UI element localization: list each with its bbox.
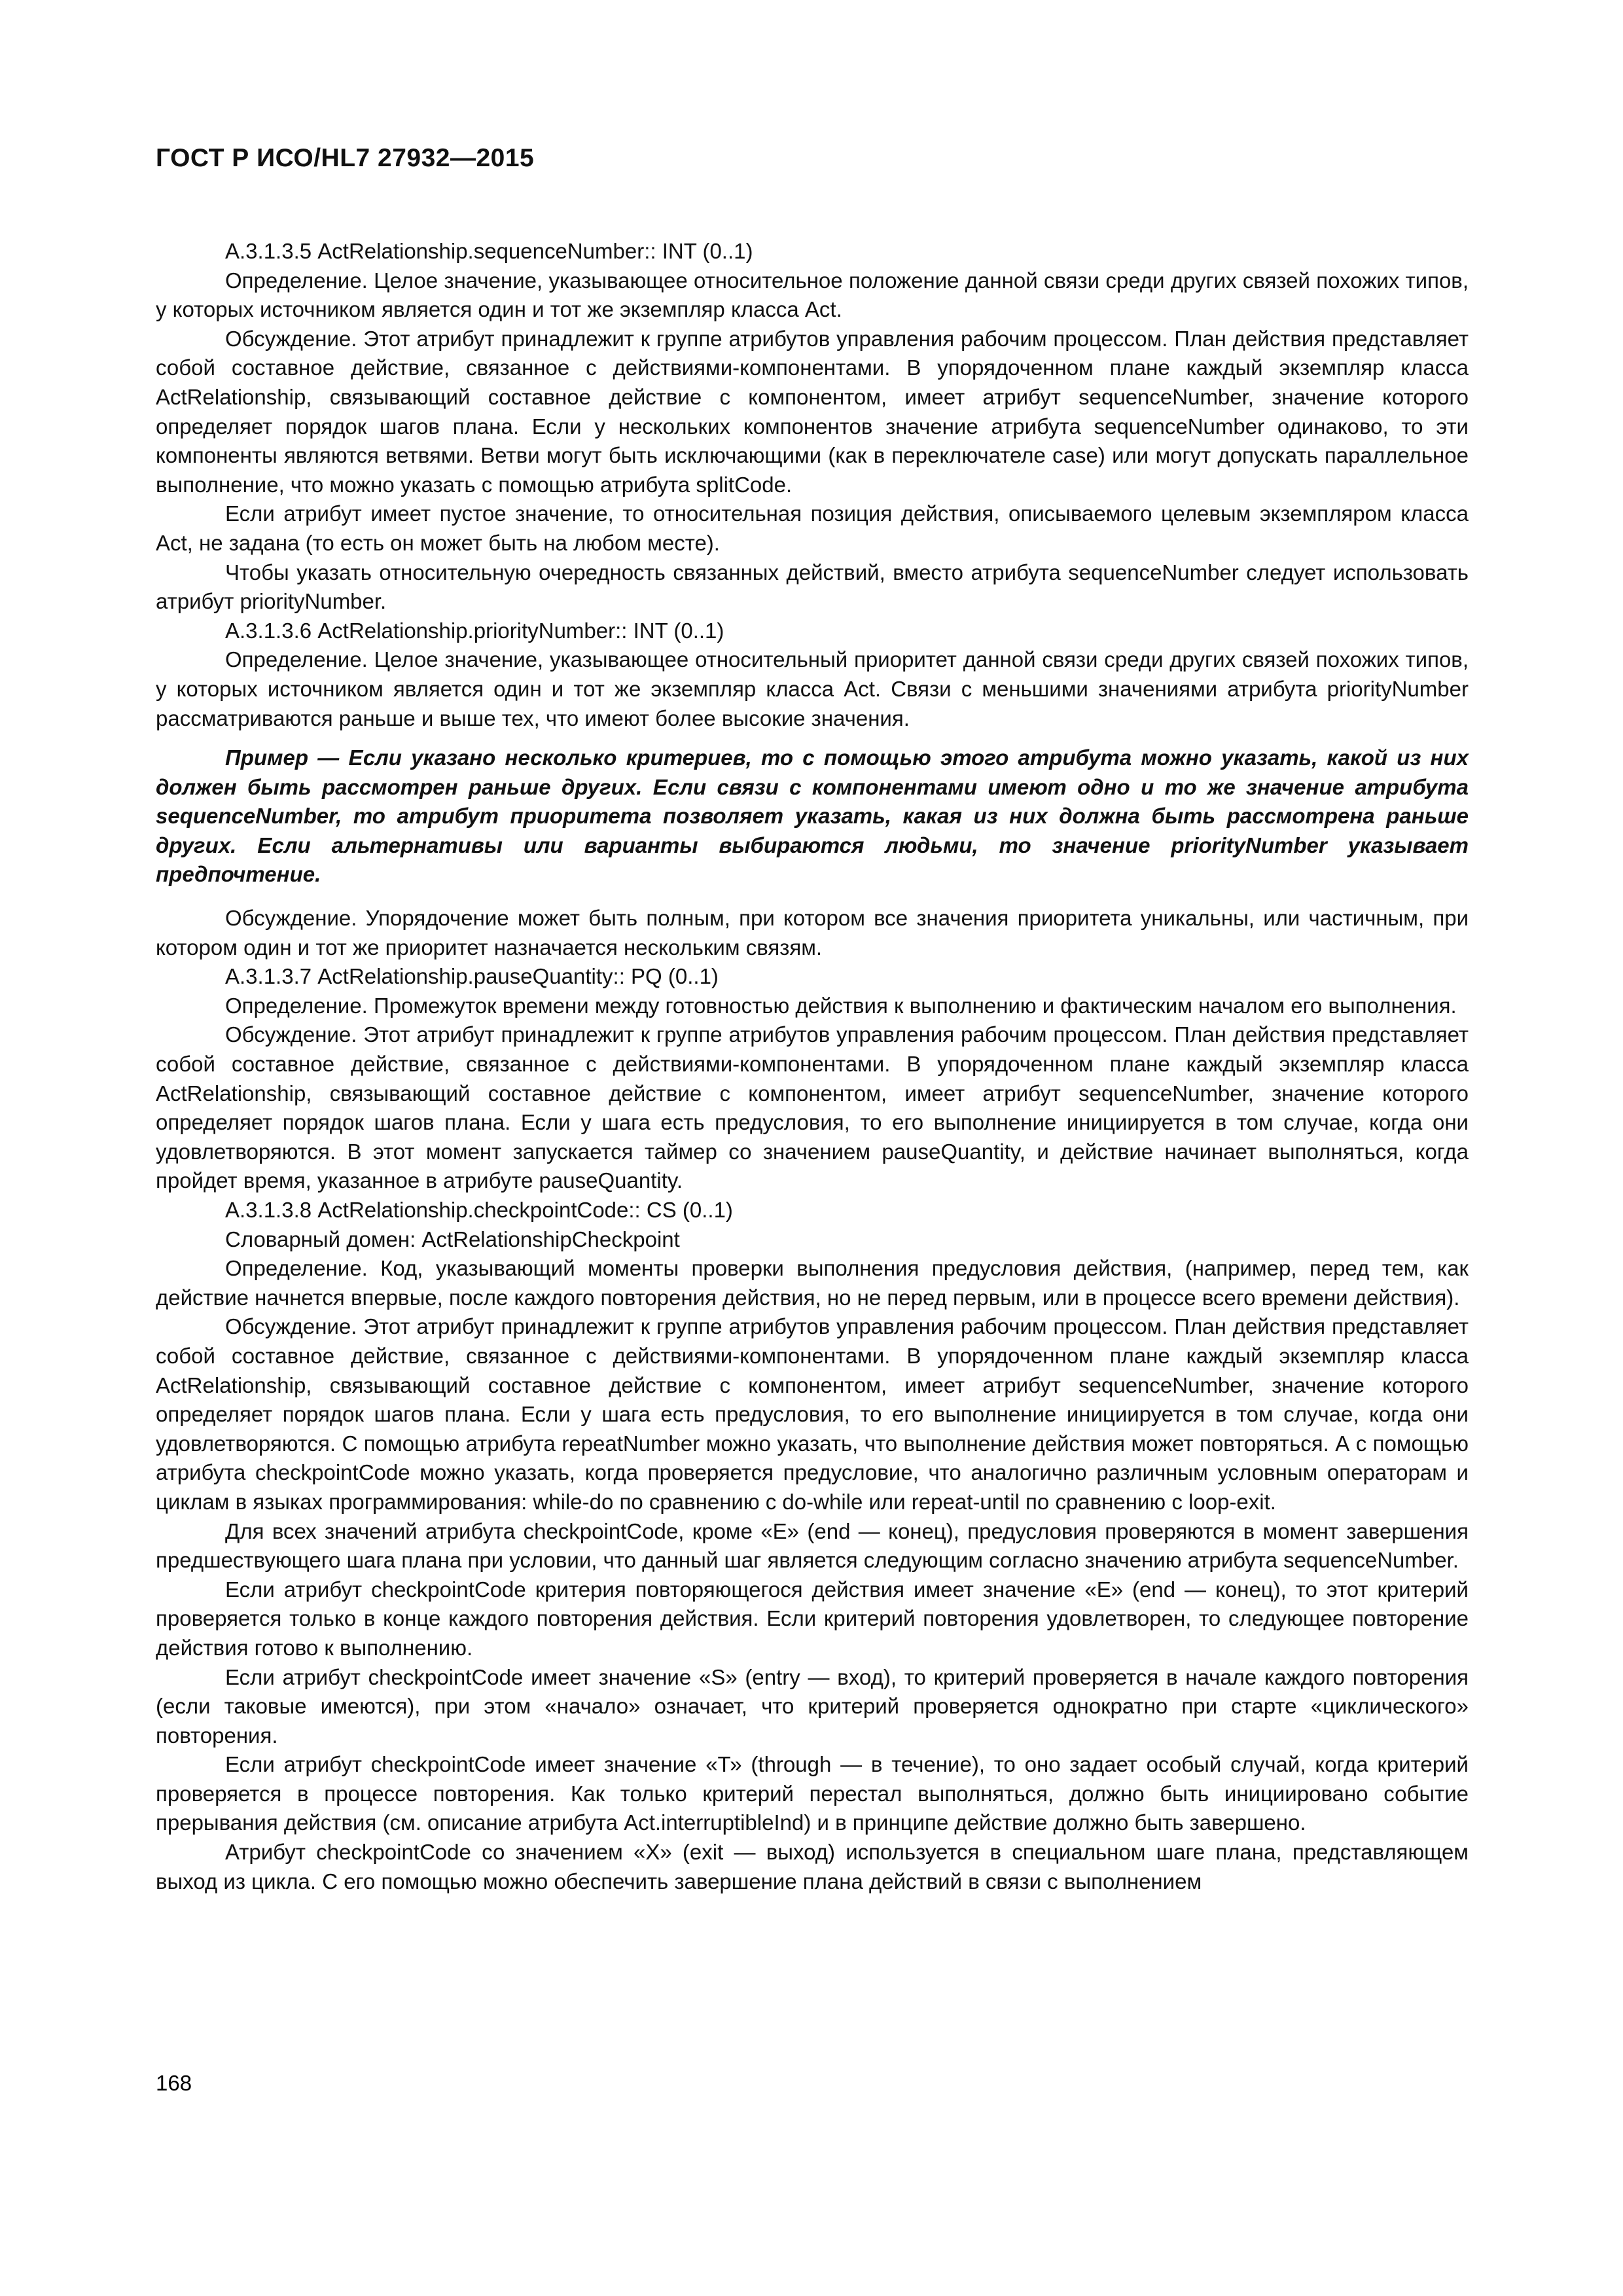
paragraph: Если атрибут имеет пустое значение, то относительная позиция действия, описываемого целевым экземпляром класса Act, не задана (то есть он может быть на любом месте). (156, 501, 1469, 555)
paragraph: Если атрибут checkpointCode имеет значение «S» (entry — вход), то критерий проверяется в начале каждого повторения (если таковые имеются), при этом «начало» означает, что критерий проверяется однократно при старте «циклического» повторения. (156, 1664, 1469, 1748)
paragraph: Обсуждение. Упорядочение может быть полным, при котором все значения приоритета уникальны, или частичным, при котором один и тот же приоритет назначается нескольким связям. (156, 906, 1469, 960)
document-page (156, 145, 1469, 1896)
paragraph: Атрибут checkpointCode со значением «X» (exit — выход) используется в специальном шаге плана, представляющем выход из цикла. С его помощью можно обеспечить завершение плана действий в связи с выполнением (156, 1840, 1469, 1893)
document-header: ГОСТ Р ИСО/HL7 27932—2015 (156, 144, 535, 172)
clause-heading-a31335: А.3.1.3.5 ActRelationship.sequenceNumber:: INT (0..1) (225, 239, 753, 263)
paragraph: Чтобы указать относительную очередность связанных действий, вместо атрибута sequenceNumber следует использовать атрибут priorityNumber. (156, 560, 1469, 614)
paragraph: Словарный домен: ActRelationshipCheckpoint (225, 1227, 680, 1251)
document-body (156, 237, 1469, 1896)
paragraph: Определение. Промежуток времени между готовностью действия к выполнению и фактическим началом его выполнения. (225, 993, 1457, 1018)
clause-heading-a31338: А.3.1.3.8 ActRelationship.checkpointCode:: CS (0..1) (225, 1198, 733, 1222)
paragraph: Для всех значений атрибута checkpointCode, кроме «Е» (end — конец), предусловия проверяются в момент завершения предшествующего шага плана при условии, что данный шаг является следующим согласно значению атрибута sequenceNumber. (156, 1518, 1469, 1573)
paragraph: Обсуждение. Этот атрибут принадлежит к группе атрибутов управления рабочим процессом. План действия представляет собой составное действие, связанное с действиями-компонентами. В упорядоченном плане каждый экземпляр класса ActRelationship, связывающий составное действие с компонентом, имеет атрибут sequenceNumber, значение которого определяет порядок шагов плана. Если у нескольких компонентов значение атрибута sequenceNumber одинаково, то эти компоненты являются ветвями. Ветви могут быть исключающими (как в переключателе case) или могут допускать параллельное выполнение, что можно указать с помощью атрибута splitCode. (156, 326, 1469, 497)
page-number: 168 (156, 2071, 192, 2095)
example-note: Пример — Если указано несколько критериев, то с помощью этого атрибута можно указать, какой из них должен быть рассмотрен раньше других. Если связи с компонентами имеют одно и то же значение атрибута sequenceNumber, то атрибут приоритета позволяет указать, какая из них должна быть рассмотрена раньше других. Если альтернативы или варианты выбираются людьми, то значение priorityNumber указывает предпочтение. (156, 745, 1469, 887)
paragraph: Определение. Целое значение, указывающее относительный приоритет данной связи среди других связей похожих типов, у которых источником является один и тот же экземпляр класса Act. Связи с меньшими значениями атрибута priorityNumber рассматриваются раньше и выше тех, что имеют более высокие значения. (156, 647, 1469, 730)
clause-heading-a31337: А.3.1.3.7 ActRelationship.pauseQuantity:: PQ (0..1) (225, 964, 719, 989)
paragraph: Определение. Целое значение, указывающее относительное положение данной связи среди других связей похожих типов, у которых источником является один и тот же экземпляр класса Act. (156, 268, 1469, 322)
paragraph: Определение. Код, указывающий моменты проверки выполнения предусловия действия, (например, перед тем, как действие начнется впервые, после каждого повторения действия, но не перед первым, или в процессе всего времени действия). (156, 1256, 1469, 1310)
paragraph: Если атрибут checkpointCode имеет значение «Т» (through — в течение), то оно задает особый случай, когда критерий проверяется в процессе повторения. Как только критерий перестал выполняться, должно быть инициировано событие прерывания действия (см. описание атрибута Act.interruptibleInd) и в принципе действие должно быть завершено. (156, 1752, 1469, 1835)
paragraph: Если атрибут checkpointCode критерия повторяющегося действия имеет значение «Е» (end — конец), то этот критерий проверяется только в конце каждого повторения действия. Если критерий повторения удовлетворен, то следующее повторение действия готово к выполнению. (156, 1577, 1469, 1660)
paragraph: Обсуждение. Этот атрибут принадлежит к группе атрибутов управления рабочим процессом. План действия представляет собой составное действие, связанное с действиями-компонентами. В упорядоченном плане каждый экземпляр класса ActRelationship, связывающий составное действие с компонентом, имеет атрибут sequenceNumber, значение которого определяет порядок шагов плана. Если у шага есть предусловия, то его выполнение инициируется в том случае, когда они удовлетворяются. С помощью атрибута repeatNumber можно указать, что выполнение действия может повторяться. А с помощью атрибута checkpointCode можно указать, когда проверяется предусловие, что аналогично различным условным операторам и циклам в языках программирования: while-do по сравнению с do-while или repeat-until по сравнению с loop-exit. (156, 1314, 1469, 1514)
clause-heading-a31336: А.3.1.3.6 ActRelationship.priorityNumber:: INT (0..1) (225, 618, 724, 643)
paragraph: Обсуждение. Этот атрибут принадлежит к группе атрибутов управления рабочим процессом. План действия представляет собой составное действие, связанное с действиями-компонентами. В упорядоченном плане каждый экземпляр класса ActRelationship, связывающий составное действие с компонентом, имеет атрибут sequenceNumber, значение которого определяет порядок шагов плана. Если у шага есть предусловия, то его выполнение инициируется в том случае, когда они удовлетворяются. В этот момент запускается таймер со значением pauseQuantity, и действие начинает выполняться, когда пройдет время, указанное в атрибуте pauseQuantity. (156, 1022, 1469, 1193)
